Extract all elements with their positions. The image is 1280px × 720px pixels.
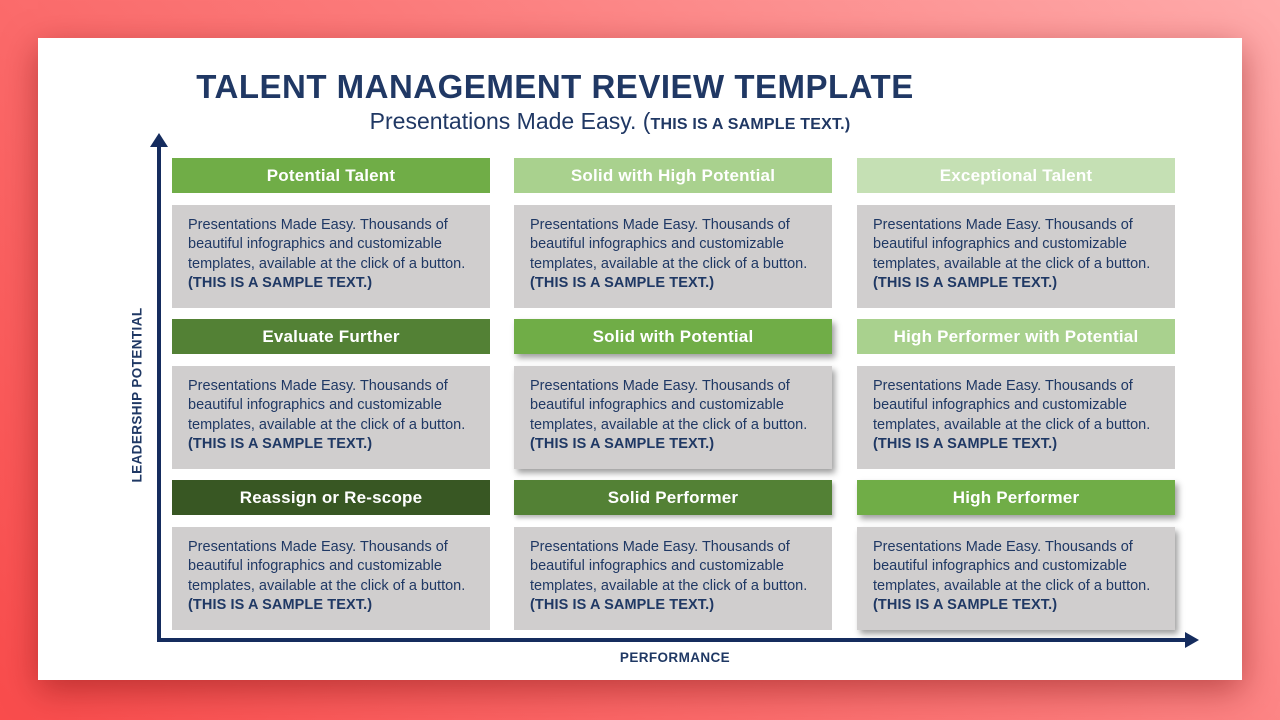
cell-body-sample-text: (THIS IS A SAMPLE TEXT.) xyxy=(530,435,715,452)
matrix-cell-solid-with-potential xyxy=(514,319,832,469)
subtitle-main: Presentations Made Easy. ( xyxy=(369,108,651,134)
slide-canvas xyxy=(38,38,1242,680)
cell-header-solid-with-potential: Solid with Potential xyxy=(514,319,832,354)
matrix-cell-exceptional-talent xyxy=(857,158,1175,308)
matrix-cell-high-performer-with-potential xyxy=(857,319,1175,469)
cell-body-sample-text: (THIS IS A SAMPLE TEXT.) xyxy=(188,274,373,291)
y-axis-line xyxy=(157,146,161,642)
cell-header-solid-with-high-potential: Solid with High Potential xyxy=(514,158,832,193)
matrix-cell-high-performer xyxy=(857,480,1175,630)
cell-header-solid-performer: Solid Performer xyxy=(514,480,832,515)
subtitle-sample-text: THIS IS A SAMPLE TEXT.) xyxy=(650,116,851,133)
x-axis-arrow-icon xyxy=(1185,632,1199,648)
cell-body-text: Presentations Made Easy. Thousands of beautiful infographics and customizable templates, available at the click of a button. xyxy=(530,217,808,272)
cell-body-sample-text: (THIS IS A SAMPLE TEXT.) xyxy=(530,274,715,291)
cell-body-solid-with-high-potential xyxy=(514,205,832,308)
y-axis-label: LEADERSHIP POTENTIAL xyxy=(129,307,145,483)
cell-body-high-performer-with-potential xyxy=(857,366,1175,469)
cell-body-sample-text: (THIS IS A SAMPLE TEXT.) xyxy=(873,274,1058,291)
cell-header-evaluate-further: Evaluate Further xyxy=(172,319,490,354)
y-axis-arrow-icon xyxy=(150,133,168,147)
cell-body-evaluate-further xyxy=(172,366,490,469)
matrix-cell-solid-performer xyxy=(514,480,832,630)
slide-title: TALENT MANAGEMENT REVIEW TEMPLATE xyxy=(196,68,914,105)
cell-body-solid-performer xyxy=(514,527,832,630)
cell-header-high-performer: High Performer xyxy=(857,480,1175,515)
cell-body-text: Presentations Made Easy. Thousands of beautiful infographics and customizable templates, available at the click of a button. xyxy=(530,378,808,433)
cell-body-text: Presentations Made Easy. Thousands of beautiful infographics and customizable templates, available at the click of a button. xyxy=(188,539,466,594)
x-axis-line xyxy=(157,638,1185,642)
cell-body-text: Presentations Made Easy. Thousands of beautiful infographics and customizable templates, available at the click of a button. xyxy=(530,539,808,594)
matrix-cell-solid-with-high-potential xyxy=(514,158,832,308)
cell-body-sample-text: (THIS IS A SAMPLE TEXT.) xyxy=(188,435,373,452)
cell-body-text: Presentations Made Easy. Thousands of beautiful infographics and customizable templates, available at the click of a button. xyxy=(873,539,1151,594)
cell-body-text: Presentations Made Easy. Thousands of beautiful infographics and customizable templates, available at the click of a button. xyxy=(873,378,1151,433)
cell-body-sample-text: (THIS IS A SAMPLE TEXT.) xyxy=(188,596,373,613)
cell-header-high-performer-with-potential: High Performer with Potential xyxy=(857,319,1175,354)
matrix-cell-reassign-or-re-scope xyxy=(172,480,490,630)
matrix-cell-potential-talent xyxy=(172,158,490,308)
cell-header-exceptional-talent: Exceptional Talent xyxy=(857,158,1175,193)
cell-body-reassign-or-re-scope xyxy=(172,527,490,630)
cell-body-solid-with-potential xyxy=(514,366,832,469)
cell-body-sample-text: (THIS IS A SAMPLE TEXT.) xyxy=(530,596,715,613)
matrix-cell-evaluate-further xyxy=(172,319,490,469)
cell-header-reassign-or-re-scope: Reassign or Re-scope xyxy=(172,480,490,515)
x-axis-label: PERFORMANCE xyxy=(619,650,731,665)
cell-body-text: Presentations Made Easy. Thousands of beautiful infographics and customizable templates, available at the click of a button. xyxy=(873,217,1151,272)
cell-body-text: Presentations Made Easy. Thousands of beautiful infographics and customizable templates, available at the click of a button. xyxy=(188,378,466,433)
cell-header-potential-talent: Potential Talent xyxy=(172,158,490,193)
cell-body-sample-text: (THIS IS A SAMPLE TEXT.) xyxy=(873,435,1058,452)
cell-body-potential-talent xyxy=(172,205,490,308)
slide-subtitle xyxy=(370,108,851,135)
cell-body-text: Presentations Made Easy. Thousands of beautiful infographics and customizable templates, available at the click of a button. xyxy=(188,217,466,272)
cell-body-sample-text: (THIS IS A SAMPLE TEXT.) xyxy=(873,596,1058,613)
cell-body-high-performer xyxy=(857,527,1175,630)
cell-body-exceptional-talent xyxy=(857,205,1175,308)
